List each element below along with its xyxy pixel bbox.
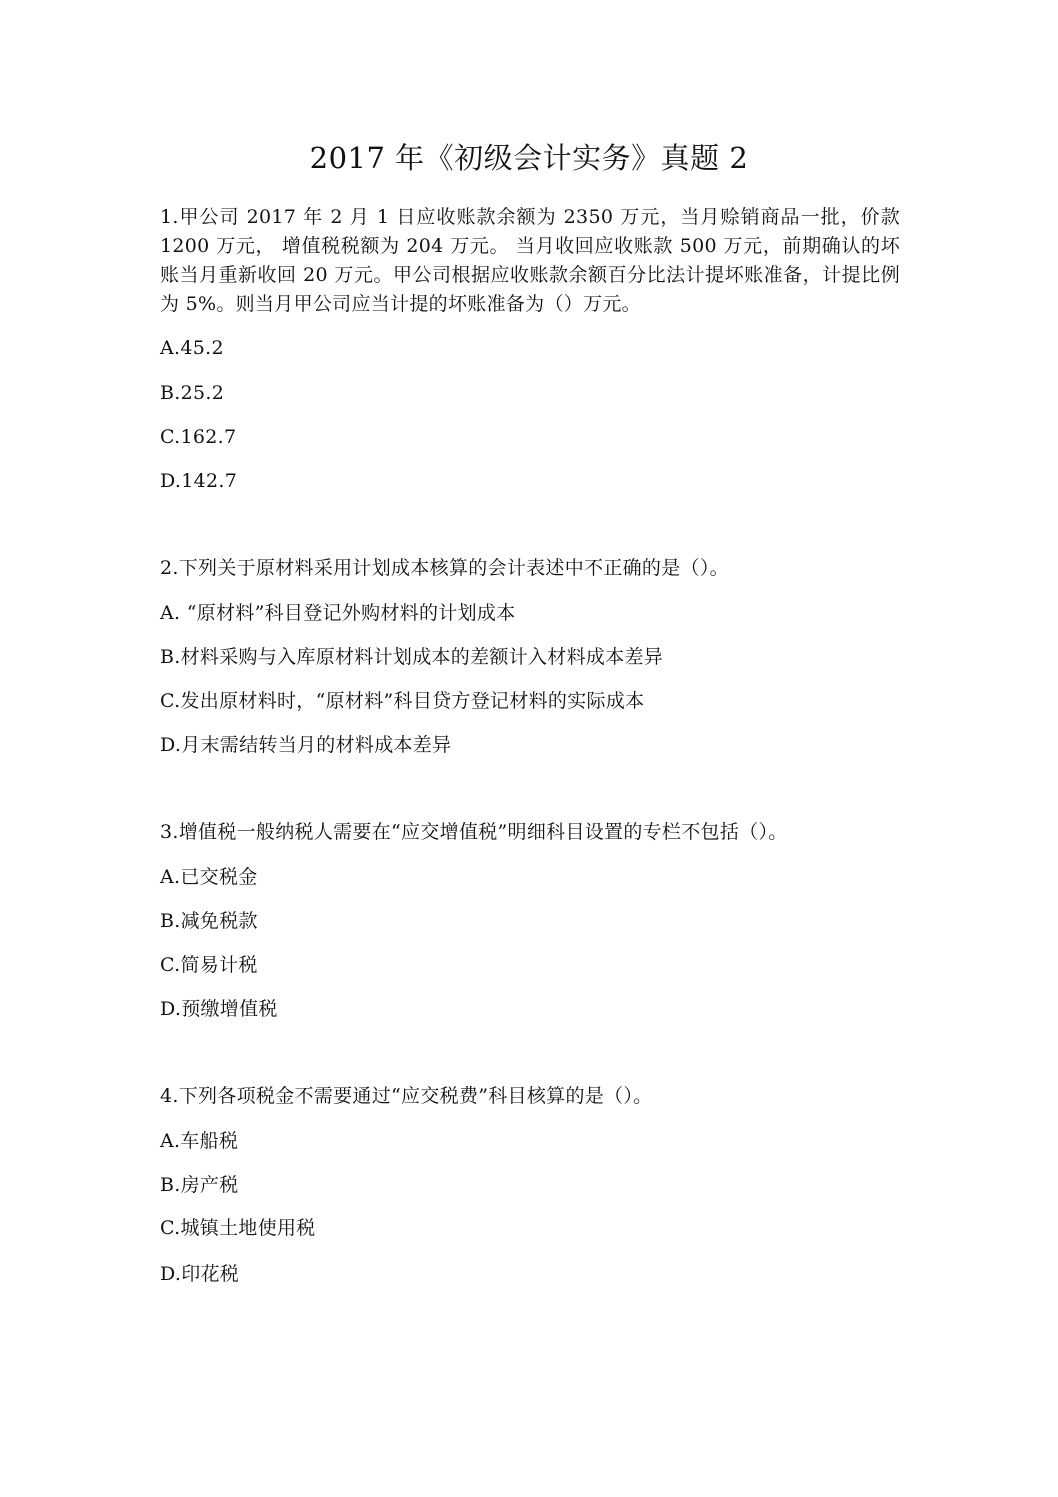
question-3-option-d: D.预缴增值税 [160,998,278,1020]
question-2-stem: 2.下列关于原材料采用计划成本核算的会计表述中不正确的是（）。 [160,557,729,579]
question-4-stem: 4.下列各项税金不需要通过“应交税费”科目核算的是（）。 [160,1085,653,1107]
question-4-option-c: C.城镇土地使用税 [160,1217,316,1239]
question-2-option-b: B.材料采购与入库原材料计划成本的差额计入材料成本差异 [160,646,664,668]
question-2-option-c: C.发出原材料时，“原材料”科目贷方登记材料的实际成本 [160,690,645,712]
question-2-option-d: D.月末需结转当月的材料成本差异 [160,734,452,756]
question-3-stem: 3.增值税一般纳税人需要在“应交增值税”明细科目设置的专栏不包括（）。 [160,821,788,843]
question-2-option-a: A. “原材料”科目登记外购材料的计划成本 [160,602,516,624]
question-1-option-b: B.25.2 [160,382,225,404]
question-4-option-b: B.房产税 [160,1174,239,1196]
question-1-option-a: A.45.2 [160,337,224,359]
question-4-option-d: D.印花税 [160,1263,240,1285]
question-1-stem: 1.甲公司 2017 年 2 月 1 日应收账款余额为 2350 万元，当月赊销商品一批，价款 1200 万元， 增值税税额为 204 万元。 当月收回应收账款 500 万元，前期确认的坏账当月重新收回 20 万元。甲公司根据应收账款余额百分比法计提坏账准备，计提比例为 5%。则当月甲公司应当计提的坏账准备为（）万元。 [160,206,900,315]
question-1-option-d: D.142.7 [160,470,238,492]
question-1-option-c: C.162.7 [160,426,237,448]
question-3-option-c: C.简易计税 [160,954,258,976]
question-4-option-a: A.车船税 [160,1130,239,1152]
question-3-option-a: A.已交税金 [160,866,258,888]
question-3-option-b: B.减免税款 [160,910,258,932]
document-title: 2017 年《初级会计实务》真题 2 [309,141,749,175]
